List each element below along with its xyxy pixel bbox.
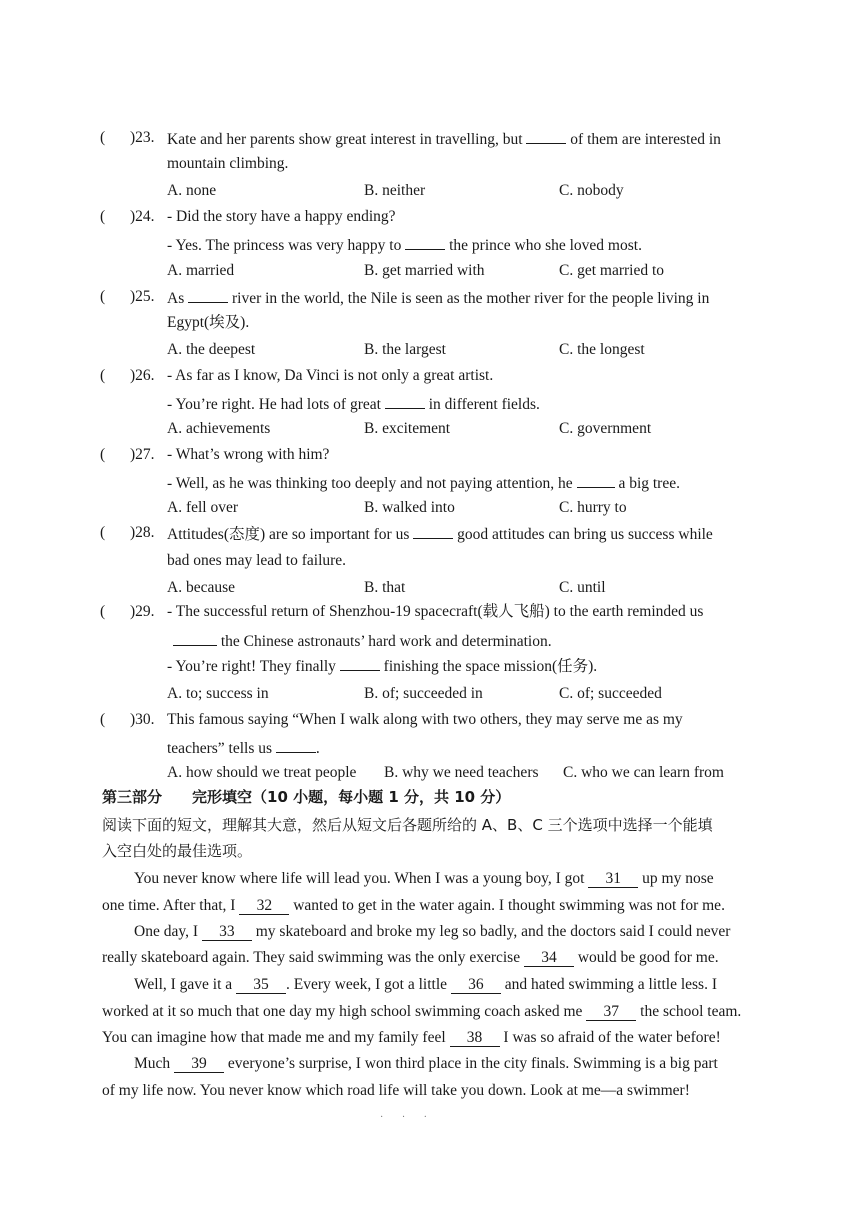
question-text: - Well, as he was thinking too deeply and not paying attention, he a big tree. [167,472,680,494]
passage-line: really skateboard again. They said swimming was the only exercise 34 would be good for me. [102,949,719,966]
option-a[interactable]: A. achievements [167,420,271,437]
question-text: teachers” tells us . [167,737,320,759]
passage-line: You can imagine how that made me and my family feel 38 I was so afraid of the water before! [102,1029,721,1046]
answer-blank [526,128,566,144]
option-c[interactable]: C. get married to [559,262,665,279]
cloze-blank-36: 36 [451,977,501,994]
question-number: )23. [130,129,155,146]
answer-paren[interactable]: ( [100,129,106,146]
question-text: - Did the story have a happy ending? [167,208,396,225]
scan-artifact: · · · [380,1112,435,1123]
answer-paren[interactable]: ( [100,711,106,728]
question-number: )24. [130,208,155,225]
cloze-blank-37: 37 [586,1004,636,1021]
cloze-blank-34: 34 [524,950,574,967]
question-text: Kate and her parents show great interest in travelling, but of them are interested in [167,128,721,150]
option-c[interactable]: C. government [559,420,652,437]
question-number: )26. [130,367,155,384]
question-text: - What’s wrong with him? [167,446,330,463]
question-text: Egypt(埃及). [167,314,250,331]
option-b[interactable]: B. get married with [364,262,485,279]
answer-paren[interactable]: ( [100,603,106,620]
answer-blank [276,737,316,753]
answer-blank [413,523,453,539]
passage-line: One day, I 33 my skateboard and broke my leg so badly, and the doctors said I could never [134,923,731,940]
question-number: )30. [130,711,155,728]
option-a[interactable]: A. fell over [167,499,239,516]
cloze-blank-35: 35 [236,977,286,994]
answer-blank [188,287,228,303]
cloze-blank-32: 32 [239,898,289,915]
section-instruction: 阅读下面的短文，理解其大意，然后从短文后各题所给的 A、B、C 三个选项中选择一个能填 [102,816,713,834]
answer-paren[interactable]: ( [100,367,106,384]
answer-blank [340,655,380,671]
option-c[interactable]: C. until [559,579,606,596]
option-c[interactable]: C. hurry to [559,499,627,516]
question-text: - You’re right! They finally finishing the space mission(任务). [167,655,597,677]
answer-paren[interactable]: ( [100,288,106,305]
option-a[interactable]: A. the deepest [167,341,256,358]
passage-line: worked at it so much that one day my high school swimming coach asked me 37 the school team. [102,1003,742,1020]
answer-blank [405,234,445,250]
answer-blank [577,472,615,488]
question-text: As river in the world, the Nile is seen as the mother river for the people living in [167,287,709,309]
option-c[interactable]: C. the longest [559,341,645,358]
cloze-blank-33: 33 [202,924,252,941]
question-text: - You’re right. He had lots of great in different fields. [167,393,540,415]
question-text: the Chinese astronauts’ hard work and determination. [167,630,552,652]
option-c[interactable]: C. who we can learn from [563,764,724,781]
option-a[interactable]: A. to; success in [167,685,269,702]
section-instruction: 入空白处的最佳选项。 [102,842,253,860]
option-a[interactable]: A. married [167,262,235,279]
passage-line: one time. After that, I 32 wanted to get in the water again. I thought swimming was not for me. [102,897,725,914]
option-c[interactable]: C. of; succeeded [559,685,662,702]
question-text: Attitudes(态度) are so important for us good attitudes can bring us success while [167,523,713,545]
option-b[interactable]: B. walked into [364,499,455,516]
option-b[interactable]: B. the largest [364,341,446,358]
question-number: )29. [130,603,155,620]
option-b[interactable]: B. of; succeeded in [364,685,483,702]
option-b[interactable]: B. that [364,579,406,596]
question-number: )27. [130,446,155,463]
question-number: )25. [130,288,155,305]
option-b[interactable]: B. excitement [364,420,451,437]
answer-paren[interactable]: ( [100,524,106,541]
answer-paren[interactable]: ( [100,208,106,225]
section-title: 第三部分 完形填空（10 小题，每小题 1 分，共 10 分） [102,788,511,806]
passage-line: Well, I gave it a 35 . Every week, I got a little 36 and hated swimming a little less. I [134,976,718,993]
answer-blank [385,393,425,409]
passage-line: You never know where life will lead you. When I was a young boy, I got 31 up my nose [134,870,714,887]
answer-blank [173,630,217,646]
cloze-blank-39: 39 [174,1056,224,1073]
question-text: - Yes. The princess was very happy to the prince who she loved most. [167,234,642,256]
option-b[interactable]: B. neither [364,182,426,199]
question-text: mountain climbing. [167,155,289,172]
question-text: bad ones may lead to failure. [167,552,347,569]
passage-line: of my life now. You never know which road life will take you down. Look at me—a swimmer! [102,1082,690,1099]
cloze-blank-31: 31 [588,871,638,888]
question-text: - The successful return of Shenzhou-19 spacecraft(载人飞船) to the earth reminded us [167,603,704,620]
question-text: This famous saying “When I walk along with two others, they may serve me as my [167,711,683,728]
option-a[interactable]: A. because [167,579,235,596]
option-c[interactable]: C. nobody [559,182,624,199]
option-b[interactable]: B. why we need teachers [384,764,539,781]
cloze-blank-38: 38 [450,1030,500,1047]
question-number: )28. [130,524,155,541]
option-a[interactable]: A. how should we treat people [167,764,357,781]
answer-paren[interactable]: ( [100,446,106,463]
option-a[interactable]: A. none [167,182,217,199]
passage-line: Much 39 everyone’s surprise, I won third place in the city finals. Swimming is a big part [134,1055,718,1072]
question-text: - As far as I know, Da Vinci is not only a great artist. [167,367,494,384]
